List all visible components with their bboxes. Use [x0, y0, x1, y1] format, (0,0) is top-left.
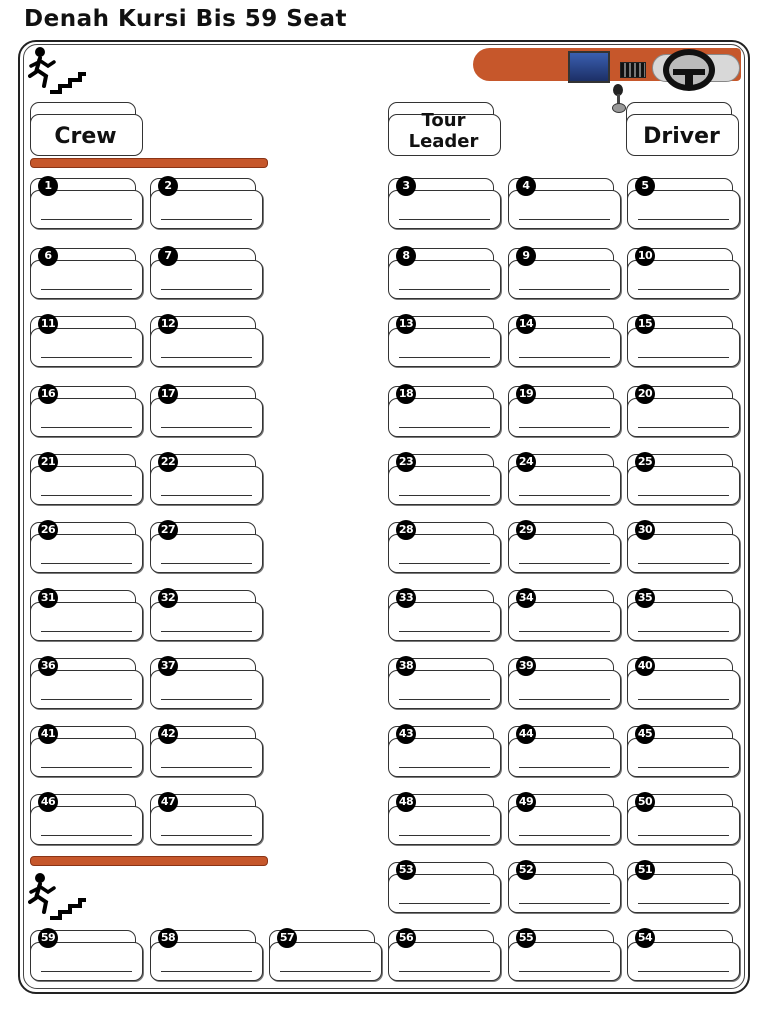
seat-number-badge: 32	[158, 588, 178, 608]
seat-number-badge: 14	[516, 314, 536, 334]
seat-15[interactable]	[627, 316, 741, 370]
seat-name-line	[399, 835, 490, 836]
seat-name-line	[41, 767, 132, 768]
seat-47[interactable]	[150, 794, 264, 848]
seat-number-badge: 2	[158, 176, 178, 196]
seat-name-line	[41, 495, 132, 496]
seat-name-line	[638, 835, 729, 836]
driver-seat-label	[626, 102, 740, 158]
seat-46[interactable]	[30, 794, 144, 848]
seat-13[interactable]	[388, 316, 502, 370]
seat-27[interactable]	[150, 522, 264, 576]
seat-57[interactable]	[269, 930, 383, 984]
seat-29[interactable]	[508, 522, 622, 576]
seat-name-line	[41, 699, 132, 700]
seat-number-badge: 17	[158, 384, 178, 404]
seat-number-badge: 29	[516, 520, 536, 540]
seat-number-badge: 58	[158, 928, 178, 948]
seat-number-badge: 24	[516, 452, 536, 472]
seat-number-badge: 20	[635, 384, 655, 404]
seat-number-badge: 7	[158, 246, 178, 266]
seat-53[interactable]	[388, 862, 502, 916]
seat-name-line	[638, 219, 729, 220]
seat-8[interactable]	[388, 248, 502, 302]
seat-name-line	[519, 357, 610, 358]
seat-number-badge: 9	[516, 246, 536, 266]
seat-number-badge: 12	[158, 314, 178, 334]
seat-number-badge: 16	[38, 384, 58, 404]
seat-name-line	[399, 357, 490, 358]
seat-name-line	[161, 835, 252, 836]
seat-name-line	[519, 767, 610, 768]
seat-number-badge: 28	[396, 520, 416, 540]
seat-name-line	[519, 219, 610, 220]
seat-name-line	[41, 631, 132, 632]
seat-9[interactable]	[508, 248, 622, 302]
seat-number-badge: 46	[38, 792, 58, 812]
seat-number-badge: 50	[635, 792, 655, 812]
seat-44[interactable]	[508, 726, 622, 780]
seat-name-line	[638, 903, 729, 904]
seat-16[interactable]	[30, 386, 144, 440]
seat-name-line	[161, 357, 252, 358]
seat-number-badge: 56	[396, 928, 416, 948]
seat-23[interactable]	[388, 454, 502, 508]
seat-name-line	[41, 835, 132, 836]
seat-12[interactable]	[150, 316, 264, 370]
seat-name-line	[638, 767, 729, 768]
seat-name-line	[399, 563, 490, 564]
seat-number-badge: 35	[635, 588, 655, 608]
dashboard-screen-icon	[568, 51, 610, 83]
seat-name-line	[399, 631, 490, 632]
seat-number-badge: 33	[396, 588, 416, 608]
seat-number-badge: 31	[38, 588, 58, 608]
seat-2[interactable]	[150, 178, 264, 232]
seat-number-badge: 42	[158, 724, 178, 744]
tour-leader-seat-label	[388, 102, 502, 158]
seat-name-line	[399, 495, 490, 496]
seat-22[interactable]	[150, 454, 264, 508]
seat-number-badge: 5	[635, 176, 655, 196]
seat-name-line	[280, 971, 371, 972]
page-title: Denah Kursi Bis 59 Seat	[24, 6, 347, 32]
seat-19[interactable]	[508, 386, 622, 440]
crew-seat-label	[30, 102, 144, 158]
seat-25[interactable]	[627, 454, 741, 508]
seat-number-badge: 10	[635, 246, 655, 266]
seat-number-badge: 4	[516, 176, 536, 196]
seat-name-line	[638, 495, 729, 496]
seat-name-line	[161, 219, 252, 220]
seat-name-line	[41, 563, 132, 564]
seat-number-badge: 6	[38, 246, 58, 266]
seat-56[interactable]	[388, 930, 502, 984]
seat-1[interactable]	[30, 178, 144, 232]
seat-name-line	[161, 767, 252, 768]
seat-number-badge: 23	[396, 452, 416, 472]
seat-name-line	[41, 357, 132, 358]
seat-name-line	[519, 835, 610, 836]
crew-label: Crew	[54, 123, 117, 149]
gear-stick-icon	[611, 84, 625, 112]
seat-name-line	[41, 219, 132, 220]
seat-name-line	[519, 427, 610, 428]
seat-number-badge: 3	[396, 176, 416, 196]
seat-50[interactable]	[627, 794, 741, 848]
seat-48[interactable]	[388, 794, 502, 848]
seat-name-line	[399, 903, 490, 904]
driver-label: Driver	[643, 123, 720, 149]
seat-33[interactable]	[388, 590, 502, 644]
seat-name-line	[638, 357, 729, 358]
stairs-exit-icon	[28, 872, 88, 922]
seat-45[interactable]	[627, 726, 741, 780]
seat-number-badge: 27	[158, 520, 178, 540]
seat-number-badge: 41	[38, 724, 58, 744]
seat-51[interactable]	[627, 862, 741, 916]
seat-24[interactable]	[508, 454, 622, 508]
seat-number-badge: 49	[516, 792, 536, 812]
seat-name-line	[161, 289, 252, 290]
seat-name-line	[519, 563, 610, 564]
seat-number-badge: 39	[516, 656, 536, 676]
seat-31[interactable]	[30, 590, 144, 644]
seat-number-badge: 52	[516, 860, 536, 880]
seat-number-badge: 37	[158, 656, 178, 676]
crew-divider-bar	[30, 158, 268, 168]
seat-number-badge: 55	[516, 928, 536, 948]
rear-divider-bar	[30, 856, 268, 866]
seat-number-badge: 47	[158, 792, 178, 812]
seat-43[interactable]	[388, 726, 502, 780]
seat-name-line	[161, 495, 252, 496]
seat-number-badge: 22	[158, 452, 178, 472]
seat-17[interactable]	[150, 386, 264, 440]
seat-name-line	[399, 699, 490, 700]
seat-number-badge: 26	[38, 520, 58, 540]
seat-name-line	[519, 289, 610, 290]
seat-number-badge: 57	[277, 928, 297, 948]
seat-39[interactable]	[508, 658, 622, 712]
seat-14[interactable]	[508, 316, 622, 370]
seat-number-badge: 11	[38, 314, 58, 334]
seat-name-line	[161, 563, 252, 564]
seat-52[interactable]	[508, 862, 622, 916]
seat-name-line	[41, 289, 132, 290]
seat-number-badge: 40	[635, 656, 655, 676]
seat-28[interactable]	[388, 522, 502, 576]
seat-41[interactable]	[30, 726, 144, 780]
seat-name-line	[519, 699, 610, 700]
dashboard-buttons-icon	[620, 62, 646, 78]
seat-30[interactable]	[627, 522, 741, 576]
seat-10[interactable]	[627, 248, 741, 302]
seat-number-badge: 48	[396, 792, 416, 812]
seat-name-line	[519, 631, 610, 632]
seat-number-badge: 36	[38, 656, 58, 676]
seat-18[interactable]	[388, 386, 502, 440]
seat-name-line	[638, 563, 729, 564]
seat-number-badge: 38	[396, 656, 416, 676]
seat-number-badge: 44	[516, 724, 536, 744]
seat-name-line	[161, 971, 252, 972]
seat-35[interactable]	[627, 590, 741, 644]
seat-number-badge: 18	[396, 384, 416, 404]
seat-name-line	[519, 903, 610, 904]
seat-name-line	[399, 971, 490, 972]
seat-3[interactable]	[388, 178, 502, 232]
seat-number-badge: 53	[396, 860, 416, 880]
seat-name-line	[638, 971, 729, 972]
seat-20[interactable]	[627, 386, 741, 440]
seat-42[interactable]	[150, 726, 264, 780]
seat-number-badge: 8	[396, 246, 416, 266]
stairs-entrance-icon	[28, 46, 88, 96]
seat-name-line	[638, 427, 729, 428]
seat-number-badge: 25	[635, 452, 655, 472]
seat-4[interactable]	[508, 178, 622, 232]
seat-37[interactable]	[150, 658, 264, 712]
seat-number-badge: 54	[635, 928, 655, 948]
seat-number-badge: 19	[516, 384, 536, 404]
seat-name-line	[41, 971, 132, 972]
seat-5[interactable]	[627, 178, 741, 232]
seat-40[interactable]	[627, 658, 741, 712]
seat-55[interactable]	[508, 930, 622, 984]
seat-name-line	[519, 495, 610, 496]
seat-name-line	[399, 427, 490, 428]
seat-name-line	[399, 289, 490, 290]
seat-34[interactable]	[508, 590, 622, 644]
seat-6[interactable]	[30, 248, 144, 302]
seat-49[interactable]	[508, 794, 622, 848]
seat-58[interactable]	[150, 930, 264, 984]
seat-name-line	[399, 219, 490, 220]
seat-number-badge: 21	[38, 452, 58, 472]
seat-59[interactable]	[30, 930, 144, 984]
seat-number-badge: 13	[396, 314, 416, 334]
steering-wheel-icon	[663, 49, 715, 91]
seat-name-line	[638, 699, 729, 700]
seat-11[interactable]	[30, 316, 144, 370]
seat-26[interactable]	[30, 522, 144, 576]
seat-number-badge: 1	[38, 176, 58, 196]
seat-number-badge: 45	[635, 724, 655, 744]
seat-name-line	[638, 289, 729, 290]
seat-number-badge: 15	[635, 314, 655, 334]
seat-21[interactable]	[30, 454, 144, 508]
seat-number-badge: 30	[635, 520, 655, 540]
seat-name-line	[399, 767, 490, 768]
seat-32[interactable]	[150, 590, 264, 644]
seat-name-line	[519, 971, 610, 972]
seat-36[interactable]	[30, 658, 144, 712]
seat-name-line	[41, 427, 132, 428]
tour-leader-label: Tour Leader	[408, 110, 479, 152]
seat-7[interactable]	[150, 248, 264, 302]
seat-name-line	[161, 427, 252, 428]
seat-54[interactable]	[627, 930, 741, 984]
seat-name-line	[638, 631, 729, 632]
seat-number-badge: 59	[38, 928, 58, 948]
seat-number-badge: 51	[635, 860, 655, 880]
seat-name-line	[161, 699, 252, 700]
seat-number-badge: 43	[396, 724, 416, 744]
seat-number-badge: 34	[516, 588, 536, 608]
seat-38[interactable]	[388, 658, 502, 712]
seat-name-line	[161, 631, 252, 632]
